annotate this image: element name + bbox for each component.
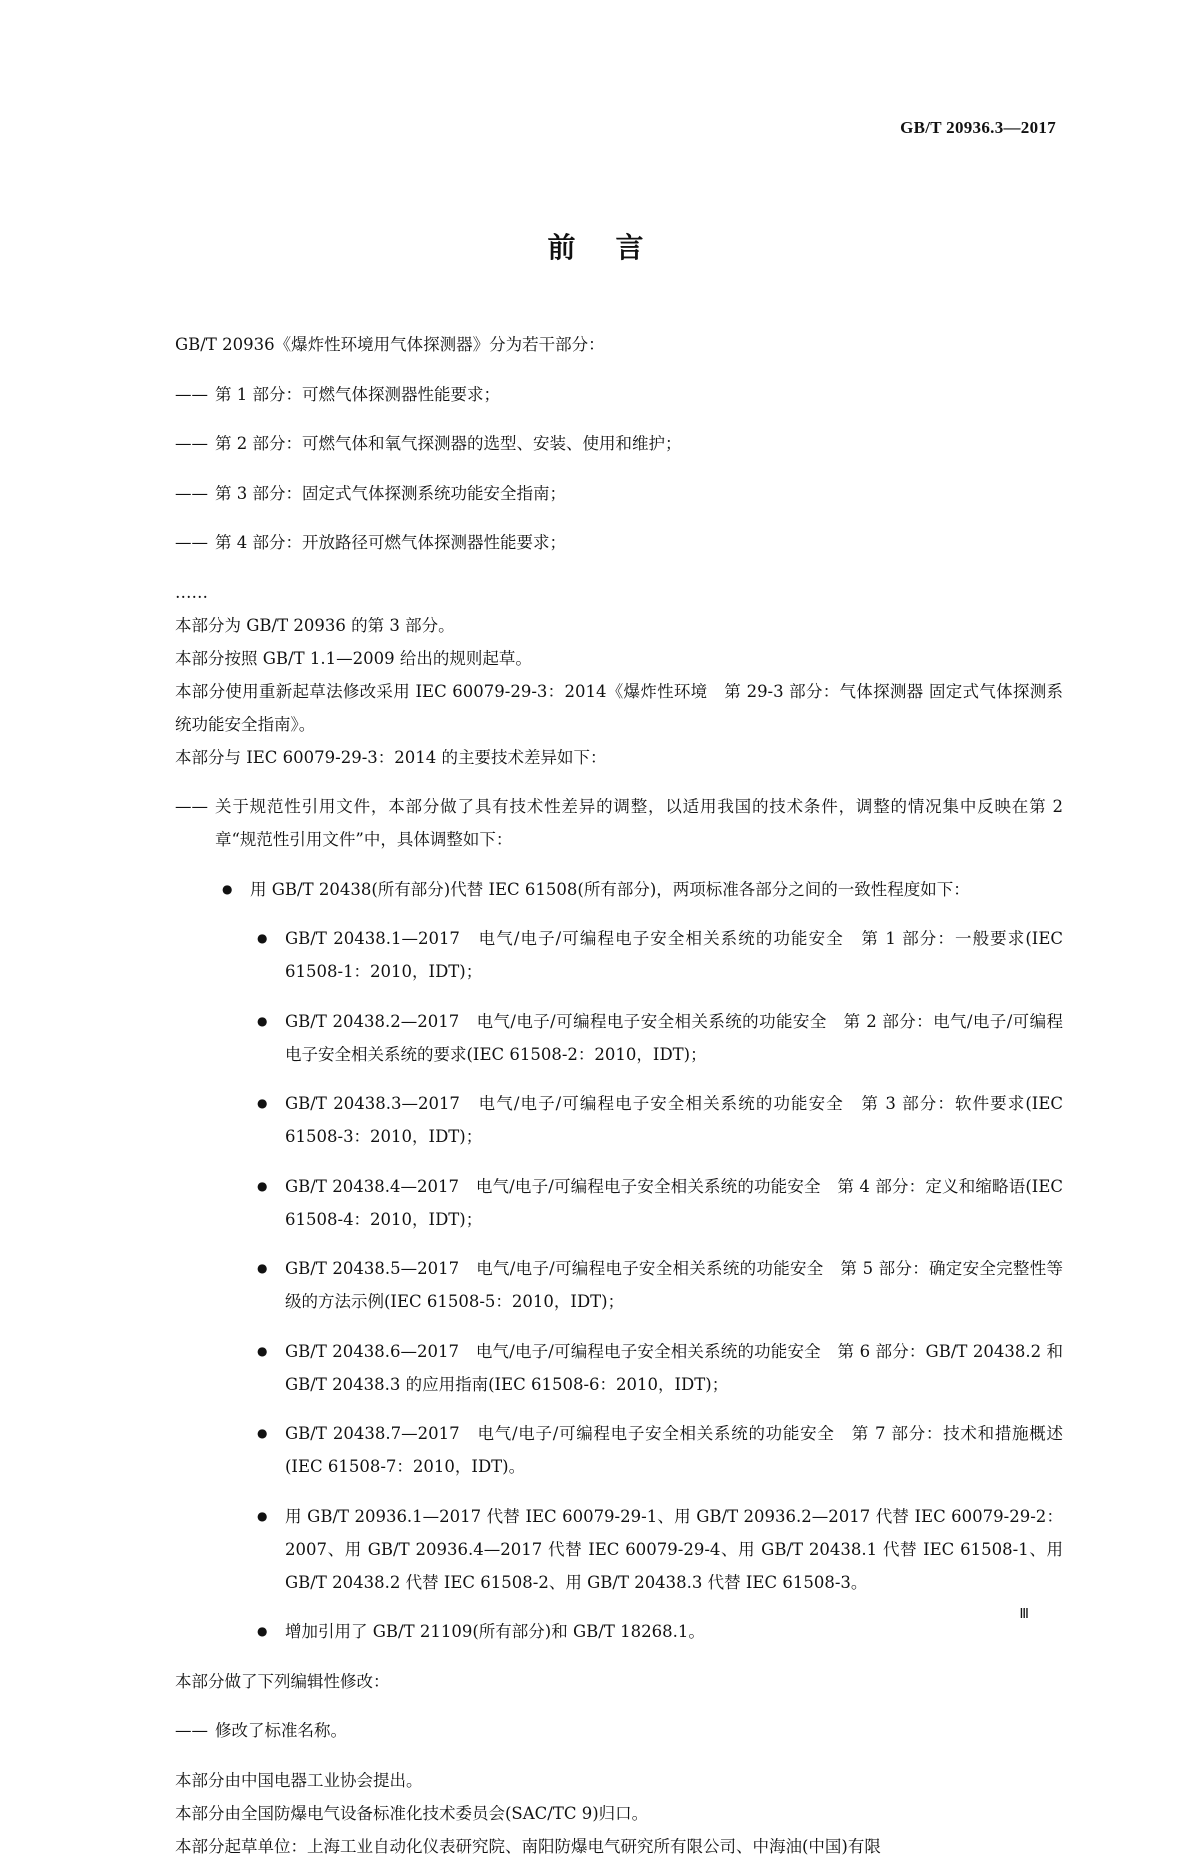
paragraph-differences: 本部分与 IEC 60079-29-3：2014 的主要技术差异如下：: [175, 747, 607, 767]
page-number: Ⅲ: [1019, 1607, 1029, 1622]
dash-mark: ——: [175, 483, 208, 503]
dash-mark: ——: [175, 434, 208, 453]
editorial-item: —— 修改了标准名称。: [175, 1714, 1063, 1747]
dash-mark: ——: [175, 533, 208, 552]
bullet-icon: ●: [257, 1508, 268, 1523]
bullet-icon: ●: [257, 1096, 268, 1110]
bullet-subitem: ● GB/T 20438.2—2017 电气/电子/可编程电子安全相关系统的功能安全 第 2 部分：电气/电子/可编程电子安全相关系统的要求(IEC 61508-2：2010，IDT)；: [175, 1005, 1063, 1071]
bullet-icon: ●: [257, 931, 268, 945]
bullet-icon: ●: [222, 881, 233, 896]
bullet-subitem: ● 增加引用了 GB/T 21109(所有部分)和 GB/T 18268.1。: [175, 1615, 1063, 1648]
bullet-icon: ●: [257, 1013, 268, 1028]
paragraph-centralized: 本部分由全国防爆电气设备标准化技术委员会(SAC/TC 9)归口。: [175, 1803, 649, 1823]
bullet-icon: ●: [257, 1261, 268, 1275]
paragraph-adoption: 本部分使用重新起草法修改采用 IEC 60079-29-3：2014《爆炸性环境 第 29-3 部分：气体探测器 固定式气体探测系统功能安全指南》。: [175, 681, 1063, 734]
bullet-subitem: ● GB/T 20438.6—2017 电气/电子/可编程电子安全相关系统的功能安全 第 6 部分：GB/T 20438.2 和 GB/T 20438.3 的应用指南(IEC 61508-6：2010，IDT)；: [175, 1335, 1063, 1401]
bullet-item: ● 用 GB/T 20438(所有部分)代替 IEC 61508(所有部分)，两项标准各部分之间的一致性程度如下：: [175, 873, 1063, 906]
bullet-subitem: ● GB/T 20438.3—2017 电气/电子/可编程电子安全相关系统的功能安全 第 3 部分：软件要求(IEC 61508-3：2010，IDT)；: [175, 1087, 1063, 1153]
dash-mark: ——: [175, 797, 208, 816]
part-item: —— 第 4 部分：开放路径可燃气体探测器性能要求；: [175, 526, 1063, 559]
paragraph-editorial: 本部分做了下列编辑性修改：: [175, 1671, 390, 1691]
paragraph-part-of: 本部分为 GB/T 20936 的第 3 部分。: [175, 615, 455, 635]
foreword-body: [175, 328, 1063, 1863]
part-item: —— 第 3 部分：固定式气体探测系统功能安全指南；: [175, 477, 1063, 510]
part-item: —— 第 2 部分：可燃气体和氧气探测器的选型、安装、使用和维护；: [175, 427, 1063, 460]
bullet-subitem: ● GB/T 20438.5—2017 电气/电子/可编程电子安全相关系统的功能安全 第 5 部分：确定安全完整性等级的方法示例(IEC 61508-5：2010，IDT)；: [175, 1252, 1063, 1318]
bullet-icon: ●: [257, 1178, 268, 1193]
bullet-icon: ●: [257, 1343, 268, 1358]
part-item: —— 第 1 部分：可燃气体探测器性能要求；: [175, 378, 1063, 411]
bullet-subitem: ● GB/T 20438.1—2017 电气/电子/可编程电子安全相关系统的功能安全 第 1 部分：一般要求(IEC 61508-1：2010，IDT)；: [175, 922, 1063, 988]
series-intro: GB/T 20936《爆炸性环境用气体探测器》分为若干部分：: [175, 335, 605, 354]
bullet-subitem: ● GB/T 20438.4—2017 电气/电子/可编程电子安全相关系统的功能安全 第 4 部分：定义和缩略语(IEC 61508-4：2010，IDT)；: [175, 1170, 1063, 1236]
paragraph-proposed: 本部分由中国电器工业协会提出。: [175, 1770, 423, 1790]
paragraph-drafting-rule: 本部分按照 GB/T 1.1—2009 给出的规则起草。: [175, 648, 532, 668]
bullet-subitem: ● 用 GB/T 20936.1—2017 代替 IEC 60079-29-1、用 GB/T 20936.2—2017 代替 IEC 60079-29-2：2007、用 GB/T 20936.4—2017 代替 IEC 60079-29-4、用 GB/T 20438.1 代替 IEC 61508-1、用 GB/T 20438.2 代替 IEC 61508-2、用 GB/T 20438.3 代替 IEC 61508-3。: [175, 1500, 1063, 1599]
dash-mark: ——: [175, 1721, 208, 1740]
bullet-icon: ●: [257, 1426, 268, 1440]
ellipsis: ……: [175, 582, 208, 602]
difference-item: —— 关于规范性引用文件，本部分做了具有技术性差异的调整，以适用我国的技术条件，调整的情况集中反映在第 2 章“规范性引用文件”中，具体调整如下：: [175, 790, 1063, 856]
dash-mark: ——: [175, 384, 208, 404]
page-title: 前言: [547, 231, 684, 264]
bullet-icon: ●: [257, 1624, 268, 1638]
bullet-subitem: ● GB/T 20438.7—2017 电气/电子/可编程电子安全相关系统的功能安全 第 7 部分：技术和措施概述(IEC 61508-7：2010，IDT)。: [175, 1417, 1063, 1483]
paragraph-drafters: 本部分起草单位：上海工业自动化仪表研究院、南阳防爆电气研究所有限公司、中海油(中国)有限: [175, 1836, 881, 1856]
standard-code: GB/T 20936.3—2017: [900, 118, 1056, 137]
